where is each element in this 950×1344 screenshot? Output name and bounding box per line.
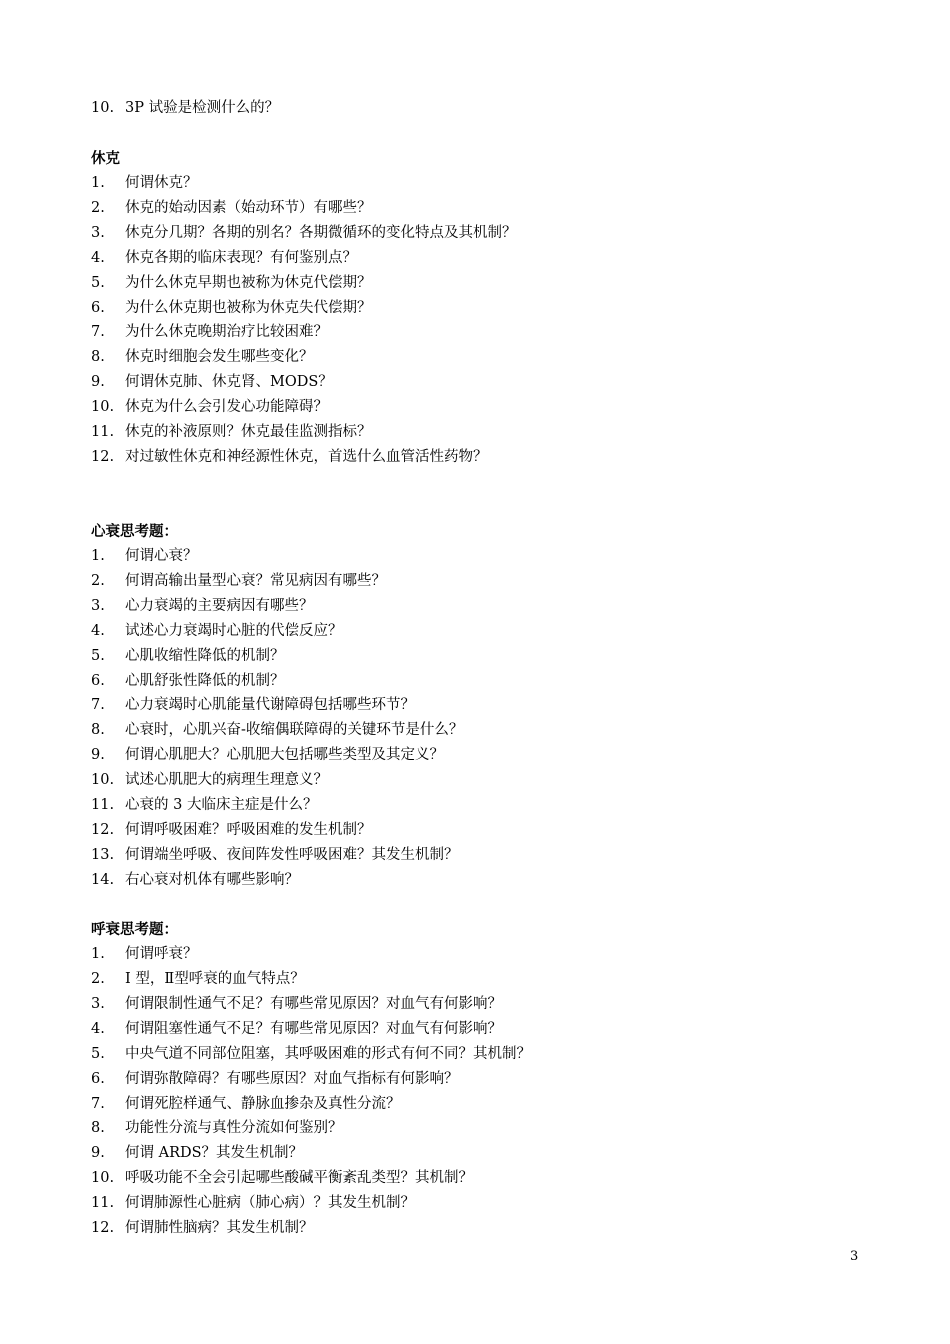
list-item [91, 1017, 502, 1042]
item-text: 试述心力衰竭时心脏的代偿反应？ [125, 623, 343, 639]
item-number: 4. [91, 1021, 105, 1037]
item-number: 13. [91, 847, 115, 863]
item-number: 1. [91, 548, 105, 564]
item-text: 何谓弥散障碍？有哪些原因？对血气指标有何影响？ [125, 1071, 459, 1087]
item-text: 休克的补液原则？休克最佳监测指标？ [125, 424, 372, 440]
section-heading-respiratory-failure: 呼衰思考题： [91, 922, 178, 938]
list-item [91, 619, 343, 644]
item-number: 8. [91, 1120, 105, 1136]
item-text: 中央气道不同部位阻塞，其呼吸困难的形式有何不同？其机制？ [125, 1046, 531, 1062]
item-text: 休克为什么会引发心功能障碍？ [125, 399, 328, 415]
item-number: 8. [91, 722, 105, 738]
item-number: 6. [91, 673, 105, 689]
item-text: 何谓呼衰？ [125, 946, 198, 962]
list-item [91, 271, 372, 296]
item-number: 7. [91, 1096, 105, 1112]
item-text: 休克分几期？各期的别名？各期微循环的变化特点及其机制？ [125, 225, 517, 241]
list-item [91, 693, 415, 718]
item-text: 何谓 ARDS？其发生机制？ [125, 1145, 304, 1161]
item-number: 12. [91, 822, 115, 838]
item-number: 9. [91, 1145, 105, 1161]
list-item [91, 967, 305, 992]
item-text: 何谓肺性脑病？其发生机制？ [125, 1220, 314, 1236]
list-item [91, 743, 444, 768]
item-text: 何谓呼吸困难？呼吸困难的发生机制？ [125, 822, 372, 838]
item-number: 1. [91, 946, 105, 962]
item-text: 心衰的 3 大临床主症是什么？ [125, 797, 318, 813]
item-number: 11. [91, 1195, 115, 1211]
item-text: 何谓高输出量型心衰？常见病因有哪些？ [125, 573, 386, 589]
item-text: 功能性分流与真性分流如何鉴别？ [125, 1120, 343, 1136]
item-number: 5. [91, 1046, 105, 1062]
list-item [91, 868, 299, 893]
item-text: 对过敏性休克和神经源性休克，首选什么血管活性药物？ [125, 449, 488, 465]
list-item [91, 818, 372, 843]
item-text: 何谓休克？ [125, 175, 198, 191]
item-text: 为什么休克期也被称为休克失代偿期？ [125, 300, 372, 316]
list-item [91, 718, 463, 743]
item-text: 右心衰对机体有哪些影响？ [125, 872, 299, 888]
section-heading-shock: 休克 [91, 151, 120, 167]
item-number: 1. [91, 175, 105, 191]
item-number: 9. [91, 747, 105, 763]
item-number: 4. [91, 623, 105, 639]
list-item [91, 1116, 343, 1141]
item-text: 何谓限制性通气不足？有哪些常见原因？对血气有何影响？ [125, 996, 502, 1012]
list-item [91, 793, 317, 818]
item-number: 2. [91, 573, 105, 589]
list-item [91, 246, 357, 271]
list-item [91, 1141, 303, 1166]
list-item [91, 395, 328, 420]
item-number: 10. [91, 1170, 115, 1186]
item-number: 3. [91, 225, 105, 241]
item-number: 11. [91, 797, 115, 813]
item-text: 呼吸功能不全会引起哪些酸碱平衡紊乱类型？其机制？ [125, 1170, 473, 1186]
item-number: 7. [91, 324, 105, 340]
list-item [91, 445, 488, 470]
list-item [91, 171, 198, 196]
list-item [91, 296, 372, 321]
item-number: 10. [91, 399, 115, 415]
item-number: 2. [91, 971, 105, 987]
item-text: 3P 试验是检测什么的？ [125, 100, 280, 116]
item-number: 5. [91, 275, 105, 291]
list-item [91, 1042, 531, 1067]
item-number: 2. [91, 200, 105, 216]
list-item [91, 768, 328, 793]
item-text: 试述心肌肥大的病理生理意义？ [125, 772, 328, 788]
item-number: 6. [91, 1071, 105, 1087]
item-text: 何谓端坐呼吸、夜间阵发性呼吸困难？其发生机制？ [125, 847, 459, 863]
item-text: 何谓心衰？ [125, 548, 198, 564]
item-text: 休克各期的临床表现？有何鉴别点？ [125, 250, 357, 266]
item-text: 为什么休克晚期治疗比较困难？ [125, 324, 328, 340]
list-item [91, 669, 285, 694]
list-item [91, 196, 372, 221]
item-number: 6. [91, 300, 105, 316]
section-heading-heart-failure: 心衰思考题： [91, 524, 178, 540]
item-text: Ⅰ 型，Ⅱ型呼衰的血气特点？ [125, 971, 305, 987]
list-item [91, 942, 198, 967]
item-text: 何谓休克肺、休克肾、MODS？ [125, 374, 333, 390]
list-item [91, 1191, 415, 1216]
item-text: 心肌收缩性降低的机制？ [125, 648, 285, 664]
list-item [91, 594, 314, 619]
item-number: 5. [91, 648, 105, 664]
list-item [91, 843, 459, 868]
list-item [91, 221, 517, 246]
item-text: 何谓肺源性心脏病（肺心病）？其发生机制？ [125, 1195, 415, 1211]
list-item [91, 544, 198, 569]
item-number: 12. [91, 1220, 115, 1236]
item-number: 4. [91, 250, 105, 266]
list-item [91, 569, 386, 594]
item-number: 10. [91, 772, 115, 788]
list-item [91, 345, 314, 370]
list-item [91, 644, 285, 669]
list-item [91, 1216, 314, 1241]
item-text: 何谓阻塞性通气不足？有哪些常见原因？对血气有何影响？ [125, 1021, 502, 1037]
list-item [91, 1067, 459, 1092]
list-item [91, 96, 279, 121]
item-text: 心力衰竭的主要病因有哪些？ [125, 598, 314, 614]
list-item [91, 320, 328, 345]
item-number: 7. [91, 697, 105, 713]
item-text: 何谓死腔样通气、静脉血掺杂及真性分流？ [125, 1096, 401, 1112]
item-text: 心衰时，心肌兴奋-收缩偶联障碍的关键环节是什么？ [125, 722, 464, 738]
item-number: 9. [91, 374, 105, 390]
item-number: 3. [91, 996, 105, 1012]
item-number: 8. [91, 349, 105, 365]
item-number: 3. [91, 598, 105, 614]
item-text: 休克的始动因素（始动环节）有哪些？ [125, 200, 372, 216]
item-number: 12. [91, 449, 115, 465]
item-number: 14. [91, 872, 115, 888]
list-item [91, 992, 502, 1017]
list-item [91, 1092, 401, 1117]
item-number: 11. [91, 424, 115, 440]
item-text: 心力衰竭时心肌能量代谢障碍包括哪些环节？ [125, 697, 415, 713]
item-text: 休克时细胞会发生哪些变化？ [125, 349, 314, 365]
list-item [91, 420, 372, 445]
item-text: 何谓心肌肥大？心肌肥大包括哪些类型及其定义？ [125, 747, 444, 763]
item-number: 10. [91, 100, 115, 116]
page-number: 3 [850, 1249, 859, 1264]
list-item [91, 1166, 473, 1191]
list-item [91, 370, 333, 395]
item-text: 为什么休克早期也被称为休克代偿期？ [125, 275, 372, 291]
item-text: 心肌舒张性降低的机制？ [125, 673, 285, 689]
